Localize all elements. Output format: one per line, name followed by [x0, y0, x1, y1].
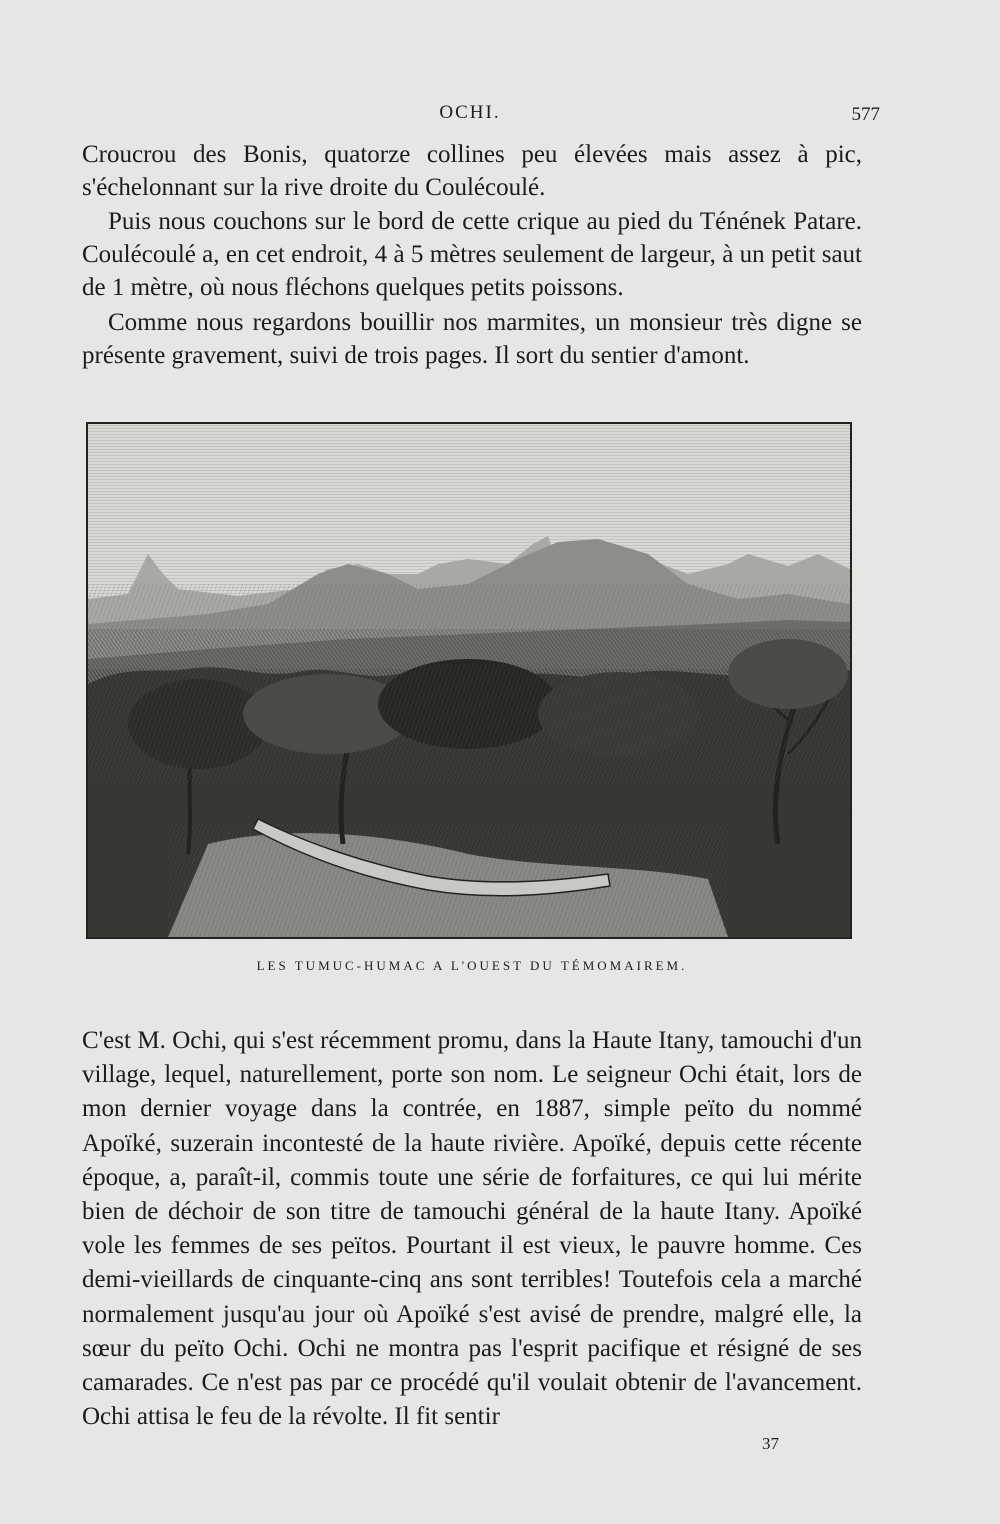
paragraph-2: Puis nous couchons sur le bord de cette crique au pied du Ténének Patare. Coulécoulé a, en cet endroit, 4 à 5 mètres seulement de largeur, à un petit saut de 1 mètre, où nous fléchons quelques petits poissons. — [82, 208, 862, 301]
figure-caption: LES TUMUC-HUMAC A L'OUEST DU TÉMOMAIREM. — [256, 958, 688, 973]
paragraph-1: Croucrou des Bonis, quatorze collines peu élevées mais assez à pic, s'échelonnant sur la rive droite du Coulécoulé. — [82, 141, 862, 201]
paragraph-3: Comme nous regardons bouillir nos marmites, un monsieur très digne se présente gravement, suivi de trois pages. Il sort du sentier d'amont. — [82, 309, 862, 369]
running-head — [80, 100, 880, 130]
signature-mark: 37 — [762, 1434, 779, 1453]
landscape-engraving — [88, 424, 850, 937]
paragraph-4: C'est M. Ochi, qui s'est récemment promu, dans la Haute Itany, tamouchi d'un village, lequel, naturellement, porte son nom. Le seigneur Ochi était, lors de mon dernier voyage dans la contrée, en 1887, simple peïto du nommé Apoïké, suzerain incontesté de la haute rivière. Apoïké, depuis cette récente époque, a, paraît-il, commis toute une série de forfaitures, ce qui lui mérite bien de déchoir de son titre de tamouchi général de la haute Itany. Apoïké vole les femmes de ses peïtos. Pourtant il est vieux, le pauvre homme. Ces demi-vieillards de cinquante-cinq ans sont terribles! Toutefois cela a marché normalement jusqu'au jour où Apoïké s'est avisé de prendre, malgré elle, la sœur du peïto Ochi. Ochi ne montra pas l'esprit pacifique et résigné de ses camarades. Ce n'est pas par ce procédé qu'il voulait obtenir de l'avancement. Ochi attisa le feu de la révolte. Il fit sentir — [82, 1027, 862, 1431]
engraving-illustration — [86, 422, 852, 939]
page-number: 577 — [851, 104, 880, 125]
chapter-title: OCHI. — [439, 102, 501, 123]
